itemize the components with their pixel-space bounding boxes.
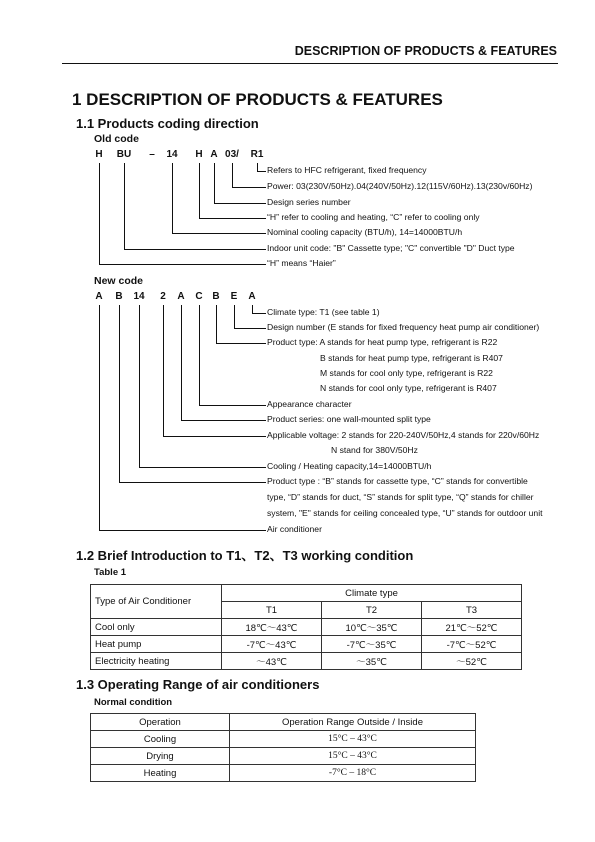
column-header: Operation Range Outside / Inside — [230, 714, 476, 731]
connector-line — [257, 163, 258, 171]
code-description: Design series number — [267, 197, 351, 207]
table-cell: -7°C – 18°C — [230, 765, 476, 782]
code-description: type, “D” stands for duct, “S” stands for split type, “Q” stands for chiller — [267, 492, 534, 502]
table-cell: ～52℃ — [422, 653, 522, 670]
code-description: “H” refer to cooling and heating, “C” refer to cooling only — [267, 212, 480, 222]
code-description: Power: 03(230V/50Hz).04(240V/50Hz).12(115V/60Hz).13(230v/60Hz) — [267, 181, 533, 191]
code-description: Appearance character — [267, 399, 352, 409]
connector-line — [214, 203, 266, 204]
code-letter: B — [212, 291, 220, 302]
connector-line — [119, 305, 120, 482]
connector-line — [124, 249, 266, 250]
table-row — [91, 748, 476, 765]
connector-line — [199, 305, 200, 405]
operating-range-table — [90, 713, 476, 782]
connector-line — [99, 530, 266, 531]
code-description: B stands for heat pump type, refrigerant is R407 — [320, 353, 503, 363]
table-header-row — [91, 585, 522, 602]
connector-line — [124, 163, 125, 249]
code-letter: H — [195, 149, 203, 160]
connector-line — [252, 305, 253, 313]
connector-line — [234, 305, 235, 328]
table-cell: 15°C – 43°C — [230, 748, 476, 765]
code-letter: A — [177, 291, 185, 302]
row-label: Drying — [91, 748, 230, 765]
code-letter: 03/ — [225, 149, 239, 160]
code-description: Design number (E stands for fixed frequency heat pump air conditioner) — [267, 322, 540, 332]
code-description: Applicable voltage: 2 stands for 220-240V/50Hz,4 stands for 220v/60Hz — [267, 430, 540, 440]
connector-line — [163, 436, 266, 437]
code-letter: R1 — [250, 149, 264, 160]
code-description: system, "E" stands for ceiling concealed type, “U” stands for outdoor unit — [267, 508, 543, 518]
code-letter: BU — [116, 149, 132, 160]
code-description: M stands for cool only type, refrigerant is R22 — [320, 368, 493, 378]
table-cell: 21℃～52℃ — [422, 619, 522, 636]
code-description: N stand for 380V/50Hz — [331, 445, 418, 455]
chapter-heading: 1 DESCRIPTION OF PRODUCTS & FEATURES — [72, 90, 443, 109]
code-letter: – — [149, 149, 155, 160]
row-label: Cool only — [91, 619, 222, 636]
connector-line — [172, 233, 266, 234]
connector-line — [181, 305, 182, 420]
code-letter: E — [230, 291, 238, 302]
code-letter: 14 — [166, 149, 178, 160]
connector-line — [214, 163, 215, 203]
code-letter: C — [195, 291, 203, 302]
code-letter: H — [95, 149, 103, 160]
table-row — [91, 731, 476, 748]
code-letter: A — [95, 291, 103, 302]
climate-type-table — [90, 584, 522, 670]
connector-line — [257, 171, 266, 172]
code-description: Product type : “B” stands for cassette type, “C” stands for convertible — [267, 476, 528, 486]
old-code-label: Old code — [94, 133, 139, 145]
code-description: N stands for cool only type, refrigerant is R407 — [320, 383, 497, 393]
climate-type-header: Climate type — [222, 585, 522, 602]
section-heading-1-2: 1.2 Brief Introduction to T1、T2、T3 working condition — [76, 548, 414, 563]
connector-line — [234, 328, 266, 329]
connector-line — [232, 187, 266, 188]
header-rule — [62, 63, 558, 64]
connector-line — [172, 163, 173, 233]
table-cell: ～35℃ — [322, 653, 422, 670]
code-letter: B — [115, 291, 123, 302]
code-description: Product series: one wall-mounted split type — [267, 414, 431, 424]
code-description: Cooling / Heating capacity,14=14000BTU/h — [267, 461, 432, 471]
code-description: Product type: A stands for heat pump type, refrigerant is R22 — [267, 337, 498, 347]
connector-line — [99, 305, 100, 530]
table-cell: -7℃～52℃ — [422, 636, 522, 653]
table-cell: 10℃～35℃ — [322, 619, 422, 636]
connector-line — [163, 305, 164, 436]
code-letter: A — [248, 291, 256, 302]
table-cell: -7℃～35℃ — [322, 636, 422, 653]
normal-condition-label: Normal condition — [94, 697, 173, 708]
connector-line — [199, 405, 266, 406]
connector-line — [181, 420, 266, 421]
row-label: Electricity heating — [91, 653, 222, 670]
connector-line — [199, 218, 266, 219]
table-row — [91, 636, 522, 653]
code-letter: A — [210, 149, 218, 160]
running-header: DESCRIPTION OF PRODUCTS & FEATURES — [294, 44, 557, 58]
connector-line — [119, 482, 266, 483]
code-description: Nominal cooling capacity (BTU/h), 14=14000BTU/h — [267, 227, 463, 237]
table-header-row — [91, 714, 476, 731]
connector-line — [139, 467, 266, 468]
section-heading-1-1: 1.1 Products coding direction — [76, 116, 259, 131]
connector-line — [139, 305, 140, 467]
new-code-label: New code — [94, 275, 144, 287]
column-header: T3 — [422, 602, 522, 619]
row-label: Heating — [91, 765, 230, 782]
code-letter: 2 — [160, 291, 166, 302]
connector-line — [216, 305, 217, 343]
code-description: Climate type: T1 (see table 1) — [267, 307, 380, 317]
code-description: “H” means “Haier” — [267, 258, 336, 268]
connector-line — [216, 343, 266, 344]
table-cell: ～43℃ — [222, 653, 322, 670]
code-description: Air conditioner — [267, 524, 322, 534]
row-label: Cooling — [91, 731, 230, 748]
connector-line — [252, 313, 266, 314]
connector-line — [99, 264, 266, 265]
connector-line — [199, 163, 200, 218]
row-label: Heat pump — [91, 636, 222, 653]
table-cell: -7℃～43℃ — [222, 636, 322, 653]
column-header: T2 — [322, 602, 422, 619]
connector-line — [232, 163, 233, 187]
connector-line — [99, 163, 100, 264]
code-description: Refers to HFC refrigerant, fixed frequency — [267, 165, 427, 175]
code-letter: 14 — [133, 291, 145, 302]
section-heading-1-3: 1.3 Operating Range of air conditioners — [76, 677, 320, 692]
column-header: T1 — [222, 602, 322, 619]
column-header: Operation — [91, 714, 230, 731]
code-description: Indoor unit code: "B" Cassette type; "C" convertible "D" Duct type — [267, 243, 515, 253]
table-corner-header: Type of Air Conditioner — [91, 585, 222, 619]
table-row — [91, 619, 522, 636]
table-cell: 15°C – 43°C — [230, 731, 476, 748]
table-1-label: Table 1 — [94, 567, 127, 578]
table-row — [91, 765, 476, 782]
table-row — [91, 653, 522, 670]
table-cell: 18℃～43℃ — [222, 619, 322, 636]
